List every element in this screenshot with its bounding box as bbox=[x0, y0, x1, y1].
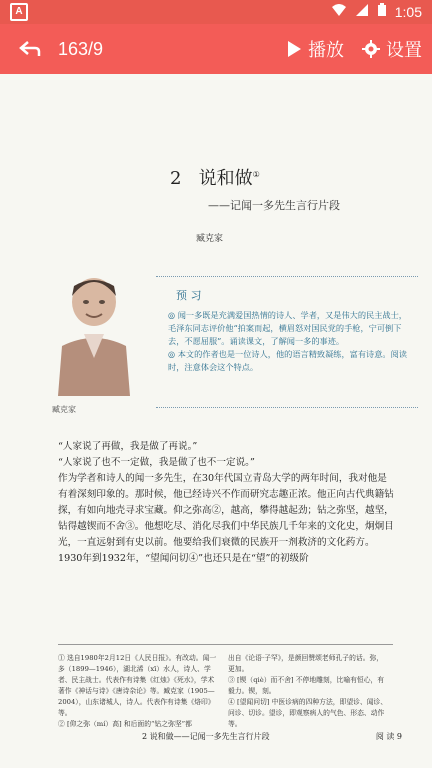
notification-a-icon: A bbox=[10, 3, 28, 21]
preview-text bbox=[168, 309, 408, 374]
preview-box bbox=[156, 276, 418, 408]
lesson-title-footnote: ① bbox=[252, 170, 260, 179]
footnotes bbox=[58, 644, 393, 730]
main-body-text bbox=[58, 439, 394, 567]
play-button[interactable] bbox=[286, 36, 344, 62]
page-footer bbox=[142, 731, 402, 742]
portrait-caption: 臧克家 bbox=[52, 405, 76, 414]
settings-button[interactable] bbox=[362, 36, 422, 62]
body-paragraph: 作为学者和诗人的闻一多先生，在30年代国立青岛大学的两年时间，我对他是有着深刻印象的。那时候，他已经诗兴不作而研究志趣正浓。他正向古代典籍钻探，有如向地壳寻求宝藏。仰之弥高②，越高，攀得越起劲；钻之弥坚，越坚，钻得越锲而不舍③。他想吃尽、消化尽我们中华民族几千年来的文化史，炯炯目光，一直远射到有史以前。他要给我们衰微的民族开一剂救济的文化药方。1930年到1932年，“望闻问切④”也还只是在“望”的初级阶 bbox=[58, 473, 394, 564]
footer-lesson: 2 说和做——记闻一多先生言行片段 bbox=[142, 732, 270, 741]
footnote-2-cont: 出自《论语·子罕》，是颜回赞颂老师孔子的话。弥，更加。 bbox=[228, 654, 384, 673]
lesson-number: 2 bbox=[170, 168, 182, 189]
preview-item-2: ◎ 本文的作者也是一位诗人，他的语言精致凝练，富有诗意。阅读时，注意体会这个特点。 bbox=[168, 349, 407, 372]
reader-toolbar bbox=[0, 24, 432, 74]
status-time: 1:05 bbox=[394, 3, 422, 20]
footer-page: 阅 读 9 bbox=[375, 732, 402, 741]
page-counter: 163/9 bbox=[58, 38, 104, 59]
footnote-2: ② [仰之弥（mí）高] 和后面的“钻之弥坚”都 bbox=[58, 720, 192, 728]
footnotes-left bbox=[58, 653, 218, 730]
footnotes-right bbox=[228, 653, 388, 730]
battery-icon bbox=[377, 3, 387, 20]
preview-title: 预 习 bbox=[176, 289, 202, 302]
gear-icon bbox=[362, 40, 380, 58]
status-icons bbox=[331, 3, 422, 20]
lesson-title bbox=[170, 164, 260, 190]
signal-icon bbox=[355, 3, 369, 20]
author-portrait-image bbox=[48, 268, 140, 396]
lesson-title-text: 说和做 bbox=[198, 168, 253, 189]
quote-2: “人家说了也不一定做，我是做了也不一定说。” bbox=[58, 457, 255, 468]
wifi-icon bbox=[331, 3, 347, 20]
quote-1: “人家说了再做，我是做了再说。” bbox=[58, 441, 198, 452]
settings-label: 设置 bbox=[386, 40, 422, 60]
lesson-subtitle: ——记闻一多先生言行片段 bbox=[208, 199, 340, 212]
status-bar bbox=[0, 0, 432, 24]
preview-item-1: ◎ 闻一多既是充满爱国热情的诗人、学者，又是伟大的民主战士，毛泽东同志评价他“拍案而起，横眉怒对国民党的手枪，宁可倒下去，不愿屈服”。诵读课文，了解闻一多的事迹。 bbox=[168, 310, 407, 346]
toolbar-actions bbox=[286, 36, 422, 62]
footnote-4: ④ [望闻问切] 中医诊病的四种方法，即望诊、闻诊、问诊、切诊。望诊，即观察病人的气色、形态、动作等。 bbox=[228, 698, 388, 728]
footnote-1: ① 选自1980年2月12日《人民日报》。有改动。闻一多（1899—1946），湖北浠（xī）水人，诗人、学者、民主战士。代表作有诗集《红烛》《死水》，学术著作《神话与诗》《唐诗杂论》等。臧克家（1905—2004），山东诸城人，诗人。代表作有诗集《烙印》等。 bbox=[58, 654, 217, 717]
play-icon bbox=[286, 40, 302, 58]
footnote-3: ③ [锲（qiè）而不舍] 不停地雕刻，比喻有恒心，有毅力。锲，刻。 bbox=[228, 676, 385, 695]
lesson-author: 臧克家 bbox=[196, 234, 224, 244]
play-label: 播放 bbox=[308, 40, 344, 60]
book-page[interactable] bbox=[0, 74, 432, 768]
back-button[interactable] bbox=[16, 35, 44, 63]
back-arrow-icon bbox=[19, 40, 41, 58]
